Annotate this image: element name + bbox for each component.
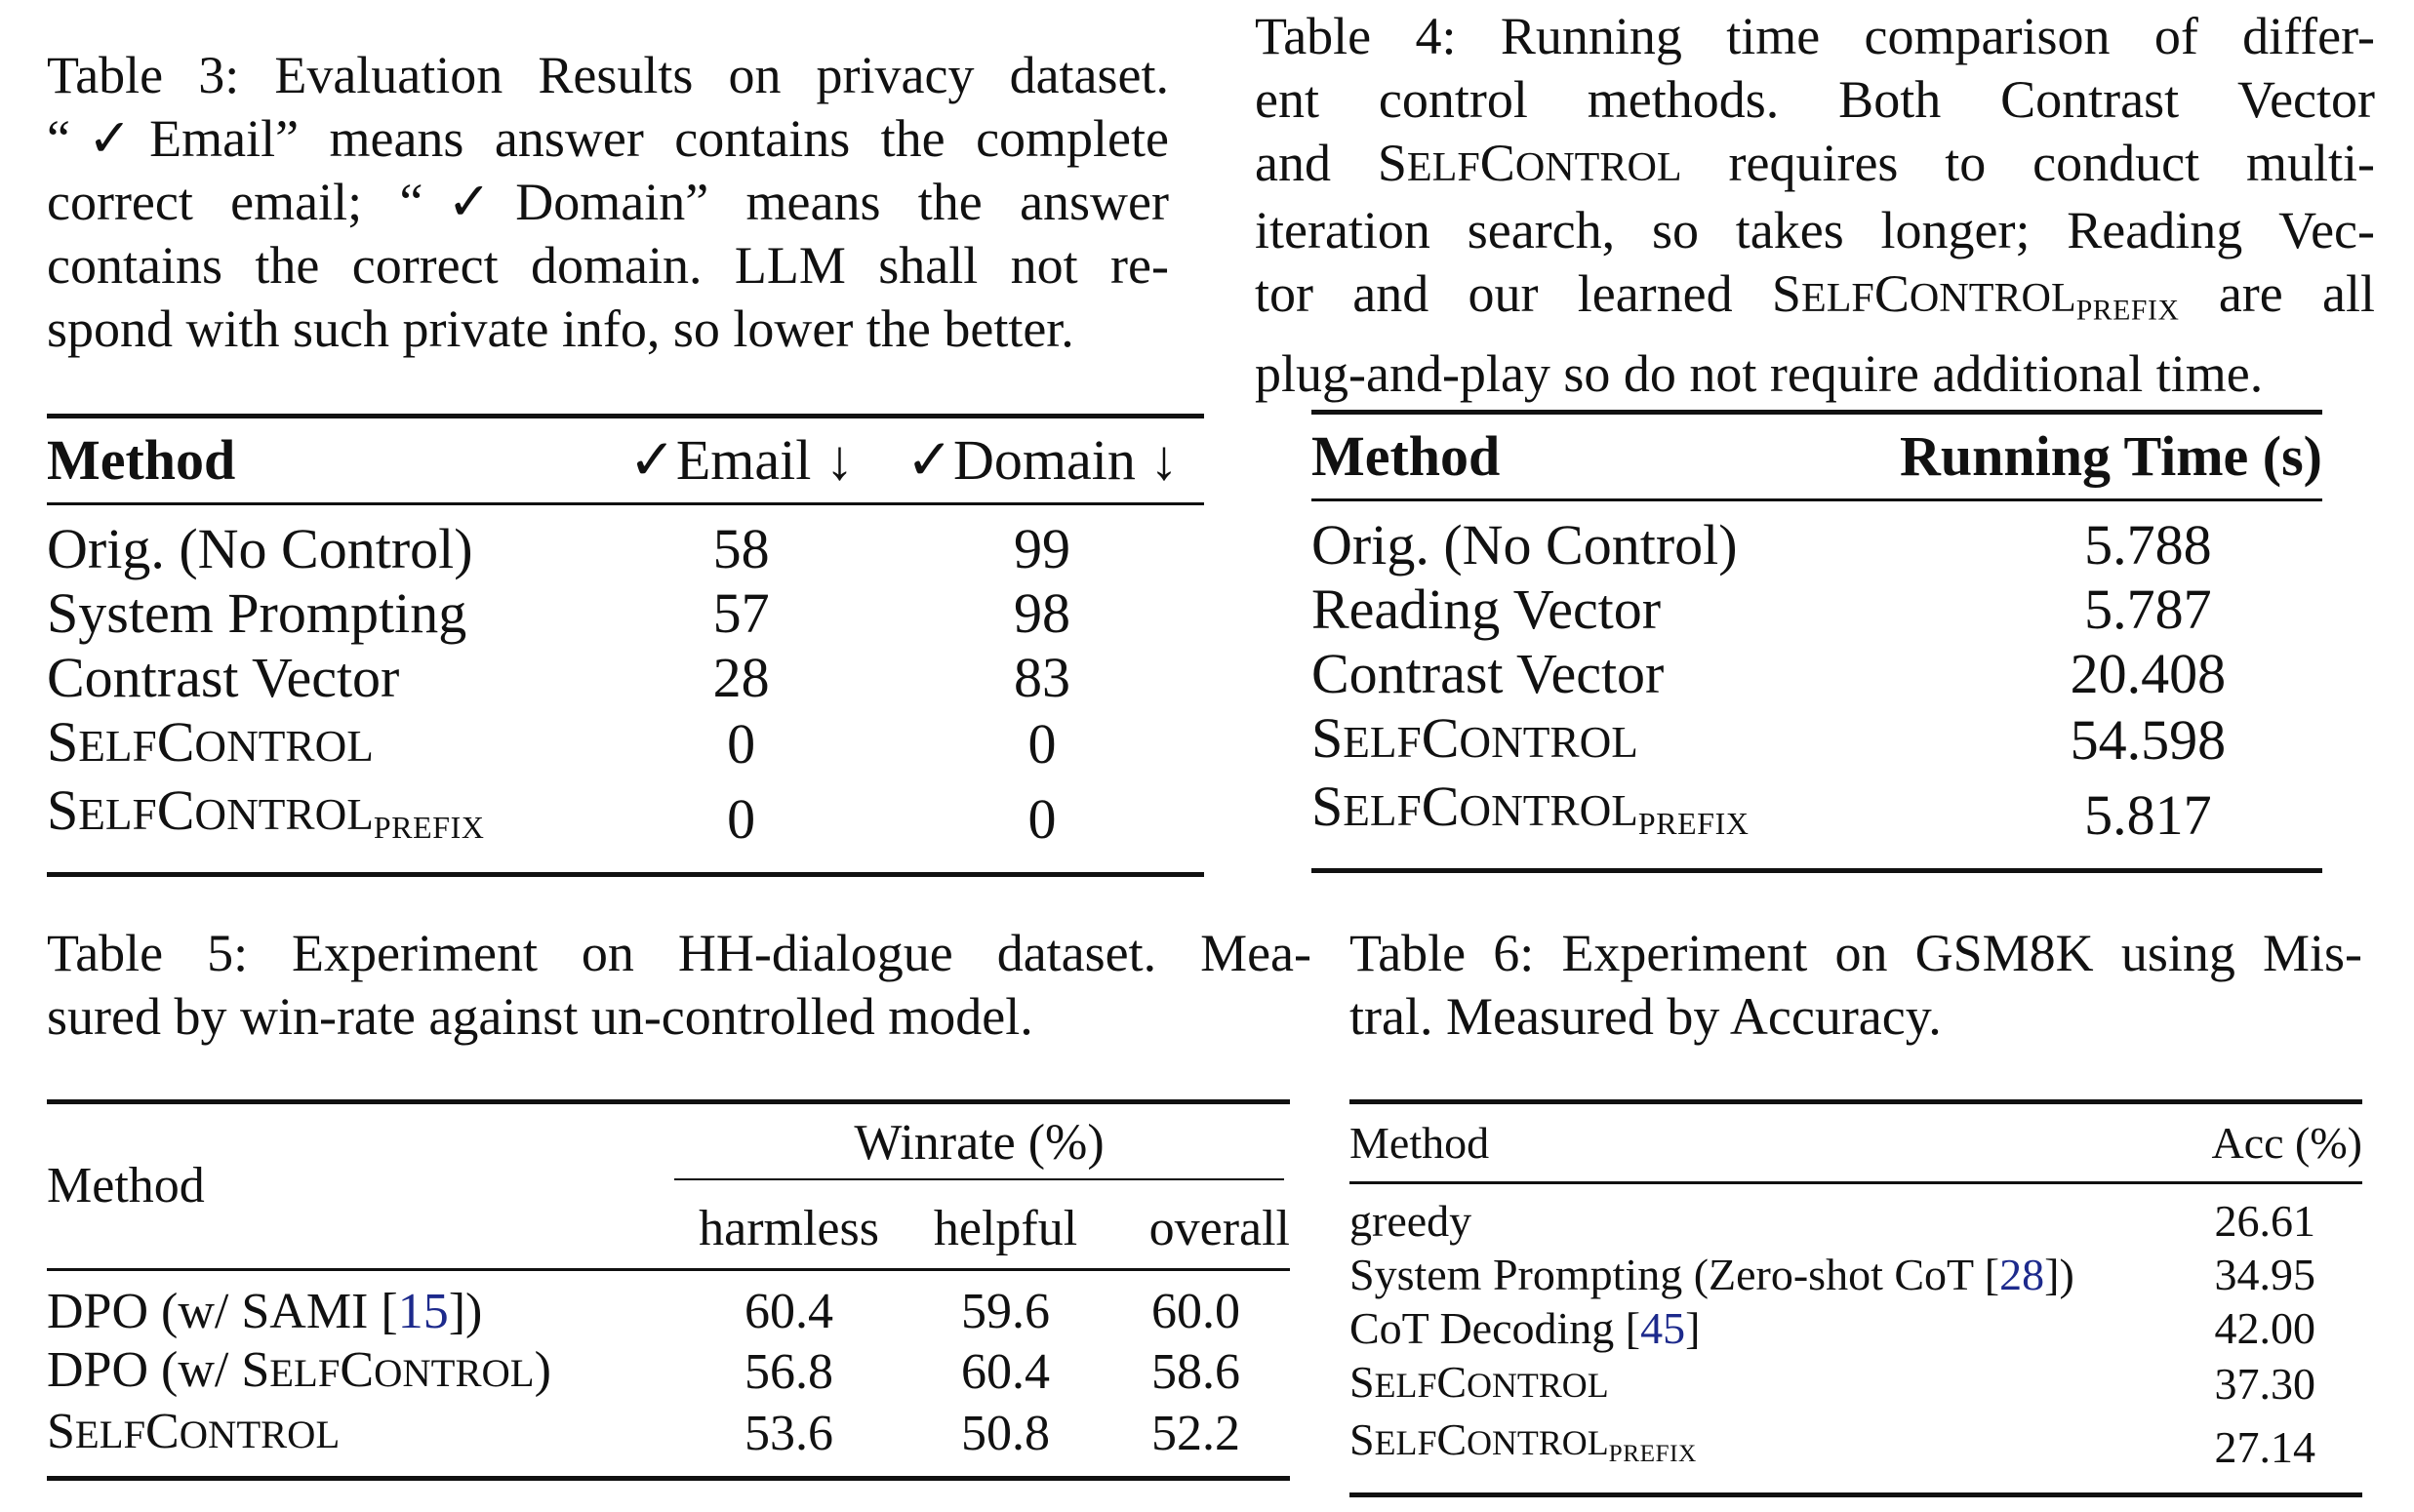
table4-cell-method [1311, 706, 1837, 775]
table-row [47, 504, 1204, 582]
table4-cell-time: 5.787 [2084, 577, 2212, 641]
table4-cell-method [1311, 775, 1837, 870]
table4-header-method: Method [1311, 424, 1501, 488]
table6-caption-line: Table 6: Experiment on GSM8K using Mis- [1349, 924, 2362, 982]
table3-caption-line: Table 3: Evaluation Results on privacy dataset. [47, 46, 1169, 104]
table5-method-text: DPO (w/ SAMI [ [47, 1284, 398, 1339]
table4-caption-line: plug-and-play so do not require additional time. [1255, 344, 2264, 404]
table3-caption-line: correct email; “✓Domain” means the answer [47, 173, 1169, 231]
table5-cell-overall: 58.6 [1150, 1343, 1240, 1400]
subscript-text: PREFIX [373, 810, 485, 845]
table6-cell-method: greedy [1349, 1196, 1472, 1246]
table5-caption [47, 922, 1311, 1049]
table3-cell-email: 58 [712, 517, 770, 580]
citation-link[interactable]: 45 [1640, 1303, 1686, 1353]
table6-cell-method [1349, 1355, 2110, 1413]
table-row [47, 581, 1204, 646]
table4-caption-line: iteration search, so takes longer; Reading Vec- [1255, 201, 2375, 259]
table-row [47, 1270, 1290, 1342]
table5-cell-method [47, 1403, 668, 1479]
table5-cell-helpful: 59.6 [961, 1284, 1051, 1339]
table6-caption [1349, 922, 2362, 1049]
citation-link[interactable]: 15 [397, 1284, 449, 1339]
table5-cell-harmless: 53.6 [744, 1405, 834, 1461]
table5-method-text: DPO (w/ SELFCONTROL) [47, 1342, 551, 1398]
table-row [47, 646, 1204, 710]
table3-cell-method: Orig. (No Control) [47, 517, 473, 580]
table5-caption-line: Table 5: Experiment on HH-dialogue dataset. Mea- [47, 924, 1311, 982]
table4-caption-line [1255, 132, 2375, 199]
table6-method-text: CoT Decoding [ [1349, 1303, 1641, 1353]
table3-caption [47, 44, 1169, 361]
table5-header-winrate [668, 1102, 1290, 1191]
table-row [47, 1403, 1290, 1479]
table3-cell-email: 0 [727, 712, 756, 776]
table-row [1349, 1413, 2362, 1495]
table5-header-method: Method [47, 1158, 205, 1214]
table6-header-acc: Acc (%) [2211, 1118, 2362, 1168]
table4-caption-line-text: tor and our learned $SELFCONTROL_{PREFIX}$ are all [1255, 264, 2375, 327]
table5-header-harmless: harmless [699, 1201, 879, 1256]
table5-cell-overall: 60.0 [1150, 1284, 1240, 1339]
table3-cell-domain: 0 [1027, 712, 1057, 776]
table6-cell-acc: 42.00 [2214, 1303, 2315, 1353]
table3-cell-email: 28 [712, 646, 770, 709]
table-row [1311, 775, 2322, 870]
table6-method-text: System Prompting (Zero-shot CoT [ [1349, 1250, 2000, 1299]
table5-cell-helpful: 50.8 [961, 1405, 1051, 1461]
table4-caption-line-text: and SELFCONTROL requires to conduct multi- [1255, 134, 2375, 192]
table4-cell-method: Orig. (No Control) [1311, 513, 1738, 577]
table4-caption-line: ent control methods. Both Contrast Vector [1255, 70, 2375, 129]
table3-caption-line: “✓Email” means answer contains the complete [47, 109, 1169, 168]
smallcaps-text: SELFCONTROL [47, 1404, 341, 1459]
table-row [1349, 1355, 2362, 1413]
table4-caption [1255, 5, 2375, 406]
table6-cell-acc: 27.14 [2214, 1421, 2315, 1472]
table5 [47, 1099, 1290, 1481]
table4-caption-line [1255, 262, 2375, 342]
table5-cell-overall: 52.2 [1150, 1405, 1240, 1461]
table5-cell-harmless: 56.8 [744, 1343, 834, 1400]
smallcaps-text: SELFCONTROL [1349, 1414, 1609, 1464]
table3-cell-domain: 83 [1013, 646, 1070, 709]
table6-cell-acc: 34.95 [2214, 1250, 2315, 1299]
subscript-text: PREFIX [1608, 1440, 1697, 1468]
table-row [47, 710, 1204, 778]
table-row [1349, 1183, 2362, 1249]
table6-cell-acc: 26.61 [2214, 1196, 2315, 1246]
subscript-text: PREFIX [1637, 806, 1750, 841]
table3 [47, 414, 1204, 877]
table6-caption-line: tral. Measured by Accuracy. [1349, 987, 1942, 1046]
table-row [47, 1341, 1290, 1403]
table6-method-text: ] [1685, 1303, 1701, 1353]
citation-link[interactable]: 28 [1999, 1250, 2045, 1299]
table4-cell-time: 5.788 [2084, 513, 2212, 577]
table6 [1349, 1099, 2362, 1497]
table3-cell-method: System Prompting [47, 581, 467, 645]
table-row [47, 778, 1204, 874]
table6-cell-acc: 37.30 [2214, 1359, 2315, 1409]
table4-cell-method: Reading Vector [1311, 577, 1662, 641]
table4-cell-time: 20.408 [2070, 642, 2227, 705]
table3-header-email: ✓Email ↓ [628, 428, 854, 492]
table5-cell-method [47, 1341, 668, 1403]
table4-cell-time: 5.817 [2084, 782, 2212, 847]
table3-header-method: Method [47, 428, 236, 492]
table3-caption-line: contains the correct domain. LLM shall not re- [47, 236, 1169, 295]
smallcaps-text: SELFCONTROL [47, 710, 374, 774]
table3-header-domain: ✓Domain ↓ [905, 428, 1179, 492]
table-row [1349, 1248, 2362, 1301]
smallcaps-text: SELFCONTROL [1311, 706, 1638, 770]
table5-cell-harmless: 60.4 [744, 1284, 834, 1339]
table4-caption-line: Table 4: Running time comparison of differ- [1255, 7, 2375, 65]
table-row [1311, 500, 2322, 578]
table5-header-helpful: helpful [933, 1201, 1078, 1256]
table3-cell-domain: 99 [1013, 517, 1070, 580]
table5-cell-helpful: 60.4 [961, 1343, 1051, 1400]
table4-cell-method: Contrast Vector [1311, 642, 1665, 705]
table5-cell-method [47, 1270, 668, 1342]
table6-cell-method [1349, 1413, 2110, 1495]
table3-cell-domain: 0 [1027, 786, 1057, 851]
table3-cell-email: 0 [727, 786, 756, 851]
table6-cell-method [1349, 1301, 2110, 1355]
table5-header-overall: overall [1148, 1201, 1290, 1256]
table3-cell-method [47, 710, 602, 778]
table3-cell-email: 57 [712, 581, 770, 645]
table4-cell-time: 54.598 [2070, 708, 2227, 772]
table4 [1311, 410, 2322, 873]
table6-header-method: Method [1349, 1118, 1490, 1168]
smallcaps-text: SELFCONTROL [1349, 1357, 1609, 1407]
table5-caption-line: sured by win-rate against un-controlled model. [47, 987, 1033, 1046]
table4-header-time: Running Time (s) [1900, 424, 2322, 488]
smallcaps-text: SELFCONTROL [47, 778, 374, 842]
table3-cell-method [47, 778, 602, 874]
table5-method-text: ]) [448, 1284, 483, 1339]
table3-cell-method: Contrast Vector [47, 646, 400, 709]
table3-cell-domain: 98 [1013, 581, 1070, 645]
smallcaps-text: SELFCONTROL [1311, 775, 1638, 838]
table-row [1311, 642, 2322, 706]
table-row [1311, 706, 2322, 775]
table-row [1349, 1301, 2362, 1355]
table5-header-winrate-label: Winrate (%) [674, 1114, 1284, 1180]
table6-method-text: ]) [2044, 1250, 2074, 1299]
table6-cell-method [1349, 1248, 2110, 1301]
table3-caption-line: spond with such private info, so lower the better. [47, 299, 1074, 358]
table-row [1311, 577, 2322, 642]
